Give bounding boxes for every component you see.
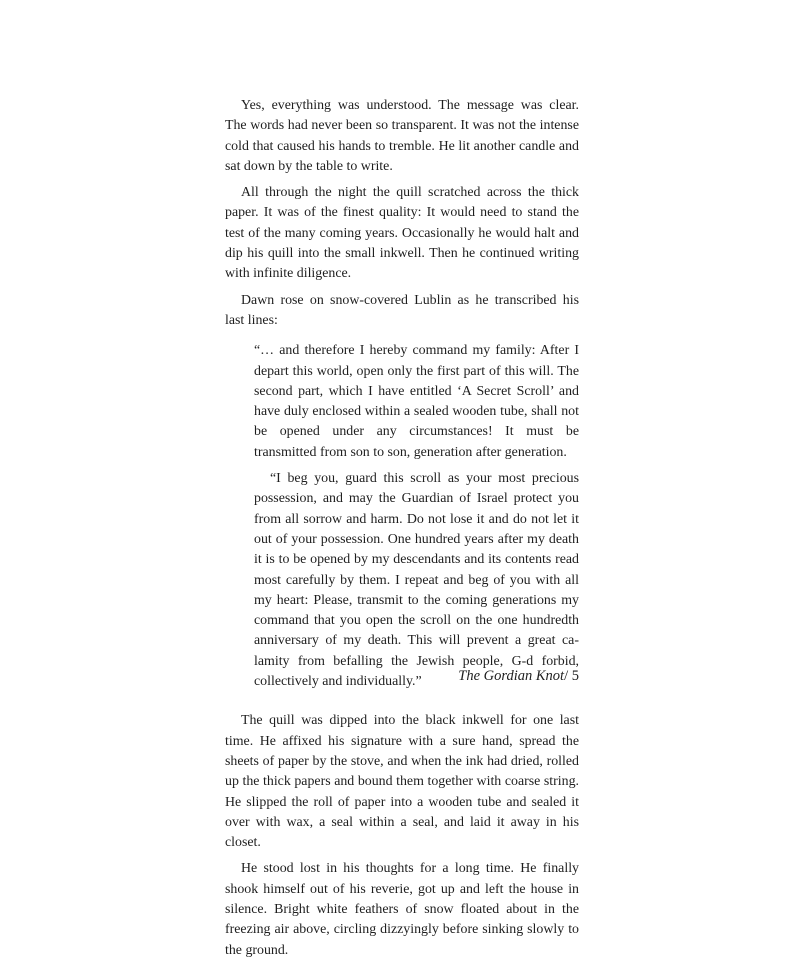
will-quotation xyxy=(254,341,579,692)
footer-separator: / xyxy=(564,668,569,684)
page-footer xyxy=(225,668,579,685)
paragraph: All through the night the quill scratched across the thick paper. It was of the finest quality: It would need to stand the test of the many coming years. Occasionally he would halt and dip his quill into the small inkwell. Then he continued writing with infinite diligence. xyxy=(225,185,579,282)
book-page-body xyxy=(225,96,579,967)
page-number: 5 xyxy=(571,668,579,684)
paragraph: Dawn rose on snow-covered Lublin as he transcribed his last lines: xyxy=(225,292,579,328)
paragraph: Yes, everything was understood. The message was clear. The words had never been so transparent. It was not the intense cold that caused his hands to tremble. He lit another candle and sat down by the table to write. xyxy=(225,98,579,174)
running-title: The Gordian Knot xyxy=(458,668,565,684)
quote-paragraph: “I beg you, guard this scroll as your most precious possession, and may the Guardian of Israel protect you from all sorrow and harm. Do not lose it and do not let it out of your possession. One hundred years after my death it is to be opened by my descendants and its contents read most carefully by them. I repeat and beg of you with all my heart: Please, transmit to the coming generations my command that you open the scroll on the one hundredth anniversary of my death. This will prevent a great calamity from befalling the Jewish people, G-d forbid, collectively and individually.” xyxy=(254,471,579,690)
paragraph: He stood lost in his thoughts for a long time. He finally shook himself out of his reverie, got up and left the house in silence. Bright white feathers of snow floated about in the freezing air above, circling dizzyingly before sinking slowly to the ground. xyxy=(225,861,579,958)
paragraph: The quill was dipped into the black inkwell for one last time. He affixed his signature with a sure hand, spread the sheets of paper by the stove, and when the ink had dried, rolled up the thick papers and bound them together with coarse string. He slipped the roll of paper into a wooden tube and sealed it over with wax, a seal within a seal, and laid it away in his closet. xyxy=(225,713,579,851)
quote-paragraph: “… and therefore I hereby command my family: After I depart this world, open only the first part of this will. The second part, which I have entitled ‘A Secret Scroll’ and have duly enclosed within a sealed wooden tube, shall not be opened under any circumstances! It must be transmitted from son to son, generation after generation. xyxy=(254,343,579,460)
